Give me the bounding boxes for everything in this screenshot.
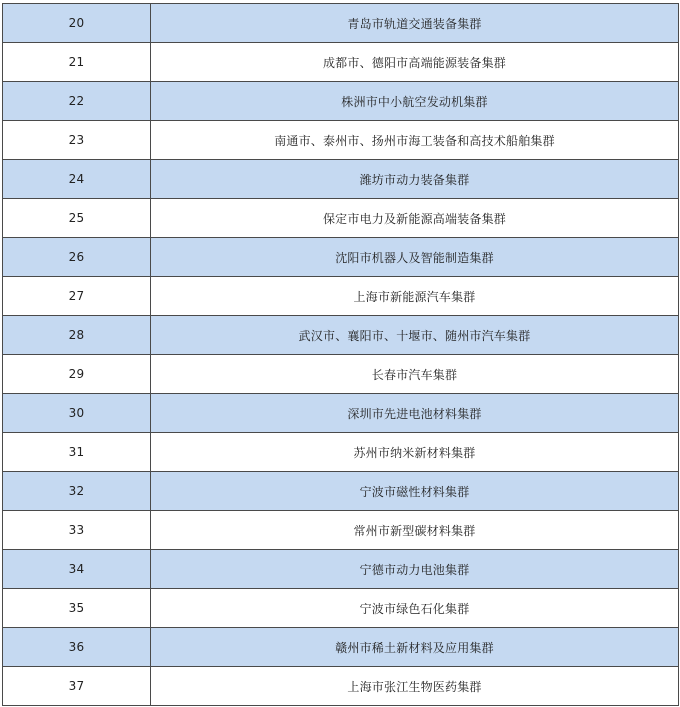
- table-row: [3, 550, 679, 589]
- cluster-name: 保定市电力及新能源高端装备集群: [151, 199, 679, 238]
- cluster-name: 南通市、泰州市、扬州市海工装备和高技术船舶集群: [151, 121, 679, 160]
- table-row: [3, 199, 679, 238]
- cluster-name: 宁德市动力电池集群: [151, 550, 679, 589]
- row-number: 25: [3, 199, 151, 238]
- table-row: [3, 82, 679, 121]
- table-row: [3, 277, 679, 316]
- table-row: [3, 238, 679, 277]
- table-row: [3, 121, 679, 160]
- table-row: [3, 394, 679, 433]
- table-row: [3, 43, 679, 82]
- table-row: [3, 355, 679, 394]
- row-number: 22: [3, 82, 151, 121]
- cluster-name: 青岛市轨道交通装备集群: [151, 4, 679, 43]
- cluster-table: [2, 3, 679, 706]
- row-number: 35: [3, 589, 151, 628]
- table-row: [3, 316, 679, 355]
- table-row: [3, 589, 679, 628]
- cluster-name: 宁波市磁性材料集群: [151, 472, 679, 511]
- row-number: 23: [3, 121, 151, 160]
- cluster-name: 常州市新型碳材料集群: [151, 511, 679, 550]
- row-number: 21: [3, 43, 151, 82]
- row-number: 29: [3, 355, 151, 394]
- row-number: 31: [3, 433, 151, 472]
- cluster-name: 株洲市中小航空发动机集群: [151, 82, 679, 121]
- cluster-name: 上海市张江生物医药集群: [151, 667, 679, 706]
- row-number: 24: [3, 160, 151, 199]
- cluster-name: 成都市、德阳市高端能源装备集群: [151, 43, 679, 82]
- table-row: [3, 433, 679, 472]
- table-row: [3, 667, 679, 706]
- cluster-name: 宁波市绿色石化集群: [151, 589, 679, 628]
- cluster-name: 苏州市纳米新材料集群: [151, 433, 679, 472]
- cluster-name: 武汉市、襄阳市、十堰市、随州市汽车集群: [151, 316, 679, 355]
- row-number: 26: [3, 238, 151, 277]
- cluster-name: 潍坊市动力装备集群: [151, 160, 679, 199]
- row-number: 33: [3, 511, 151, 550]
- table-row: [3, 511, 679, 550]
- row-number: 27: [3, 277, 151, 316]
- cluster-name: 沈阳市机器人及智能制造集群: [151, 238, 679, 277]
- row-number: 30: [3, 394, 151, 433]
- table-row: [3, 628, 679, 667]
- row-number: 20: [3, 4, 151, 43]
- row-number: 32: [3, 472, 151, 511]
- table-row: [3, 160, 679, 199]
- row-number: 28: [3, 316, 151, 355]
- row-number: 34: [3, 550, 151, 589]
- table-row: [3, 4, 679, 43]
- row-number: 36: [3, 628, 151, 667]
- row-number: 37: [3, 667, 151, 706]
- table-row: [3, 472, 679, 511]
- cluster-name: 上海市新能源汽车集群: [151, 277, 679, 316]
- cluster-name: 深圳市先进电池材料集群: [151, 394, 679, 433]
- cluster-name: 赣州市稀土新材料及应用集群: [151, 628, 679, 667]
- cluster-name: 长春市汽车集群: [151, 355, 679, 394]
